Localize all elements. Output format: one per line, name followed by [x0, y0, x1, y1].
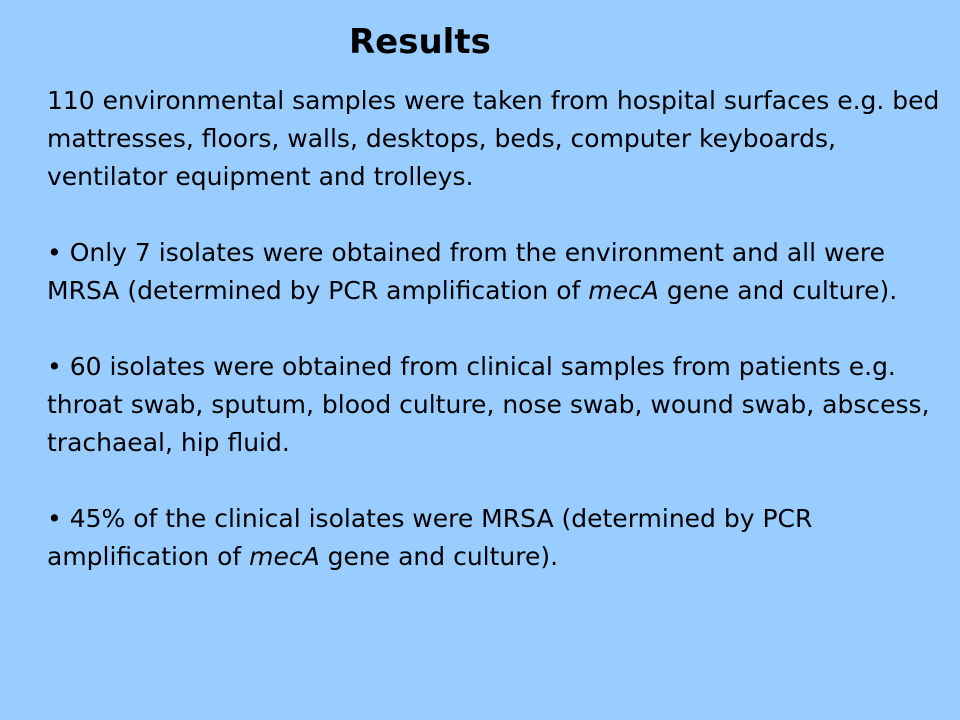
slide-body	[47, 82, 947, 576]
bullet-text-end: gene and culture).	[319, 542, 559, 571]
bullet-marker: •	[47, 352, 62, 381]
bullet-clinical-mrsa	[47, 500, 947, 576]
bullet-text: 60 isolates were obtained from clinical samples from patients e.g. throat swab, sputum, blood culture, nose swab, wound swab, abscess, trachaeal, hip fluid.	[47, 352, 930, 457]
bullet-clinical-isolates	[47, 348, 947, 462]
bullet-marker: •	[47, 504, 62, 533]
gene-name: mecA	[249, 542, 320, 571]
bullet-text-end: gene and culture).	[658, 276, 898, 305]
slide-title: Results	[349, 22, 491, 62]
gene-name: mecA	[588, 276, 659, 305]
bullet-text: 45% of the clinical isolates were MRSA (determined by PCR amplification of	[47, 504, 813, 571]
bullet-text: Only 7 isolates were obtained from the environment and all were MRSA (determined by PCR amplification of	[47, 238, 885, 305]
intro-paragraph: 110 environmental samples were taken from hospital surfaces e.g. bed mattresses, floors, walls, desktops, beds, computer keyboards, ventilator equipment and trolleys.	[47, 86, 940, 191]
bullet-marker: •	[47, 238, 62, 267]
bullet-environment-isolates	[47, 234, 947, 310]
